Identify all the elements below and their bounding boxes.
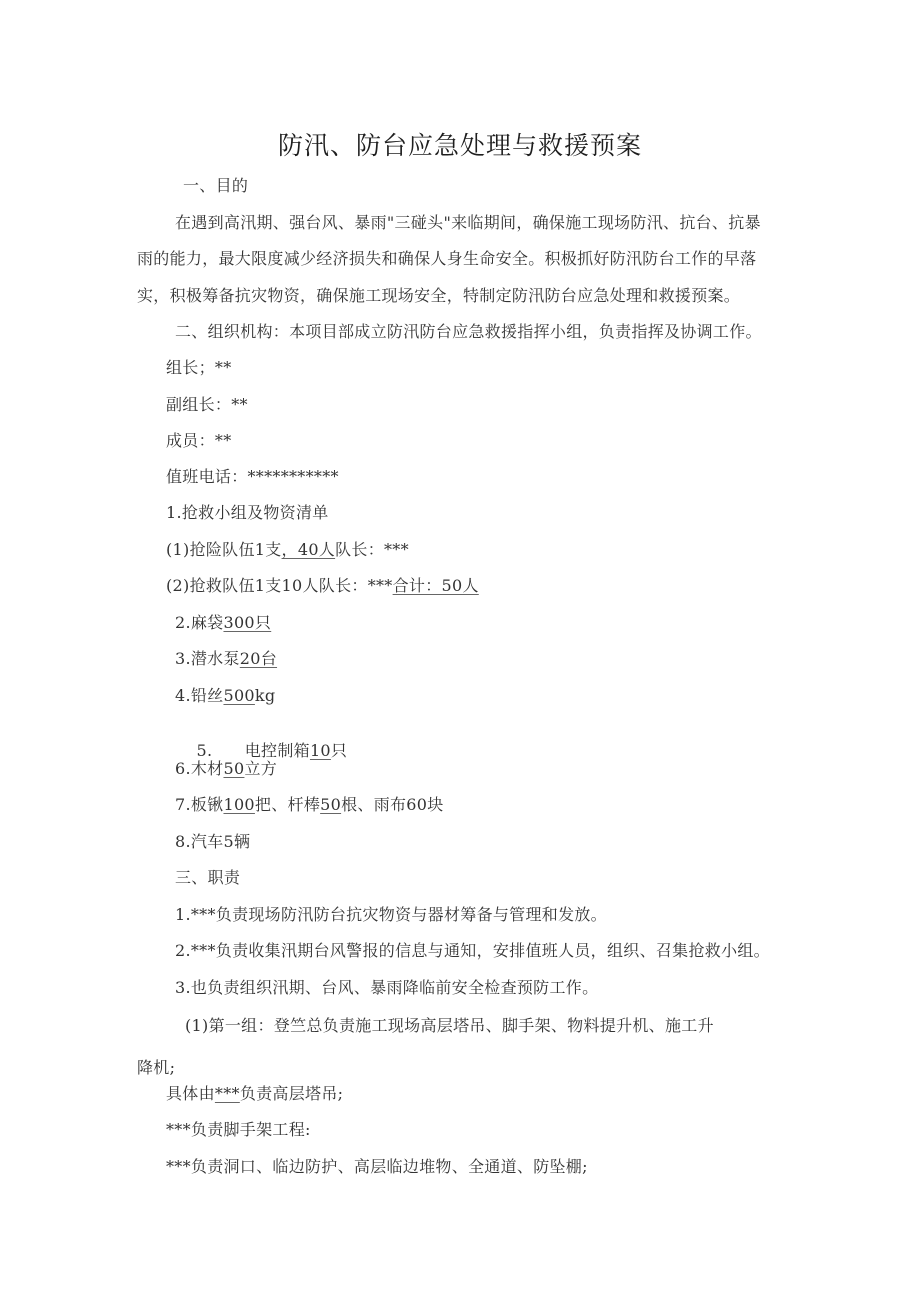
supply-name: 4.铅丝 [175, 686, 224, 705]
team2-line [166, 573, 479, 596]
supply-unit: 立方 [244, 759, 278, 778]
supply-name: 6.木材 [175, 759, 224, 778]
detail-suffix: 负责高层塔吊; [239, 1084, 344, 1103]
section-heading-purpose: 一、目的 [183, 176, 249, 195]
deputy-leader-line: 副组长：** [166, 395, 248, 414]
detail-person: *** [214, 1084, 240, 1103]
supply-quantity: 50 [320, 795, 342, 814]
supply-unit: 只 [330, 741, 348, 760]
supply-name: 3.潜水泵 [175, 649, 240, 668]
supply-unit: kg [254, 686, 276, 705]
supply-quantity: 300只 [223, 613, 272, 632]
supply-item [175, 829, 250, 852]
supply-unit: 根、雨布60块 [341, 795, 444, 814]
team1-line [166, 537, 409, 560]
supply-name: 8.汽车5辆 [175, 832, 251, 851]
supply-unit: 把、杆棒 [254, 795, 321, 814]
supply-name: 7.板锹 [175, 795, 224, 814]
members-line: 成员：** [166, 431, 232, 450]
duty-item: 2.***负责收集汛期台风警报的信息与通知，安排值班人员，组织、召集抢救小组。 [175, 941, 770, 960]
supply-quantity: 500 [223, 686, 255, 705]
team2-prefix: (2)抢救队伍1支10人队长：*** [166, 576, 393, 595]
supply-name: 2.麻袋 [175, 613, 224, 632]
duty-phone-line: 值班电话：*********** [166, 467, 339, 486]
duty-item: 1.***负责现场防汛防台抗灾物资与器材筹备与管理和发放。 [175, 905, 607, 924]
paragraph-line: 实，积极筹备抗灾物资，确保施工现场安全，特制定防汛防台应急处理和救援预案。 [137, 286, 741, 305]
detail-line [166, 1081, 343, 1104]
detail-prefix: 具体由 [166, 1084, 215, 1103]
detail-line: ***负责脚手架工程: [166, 1120, 311, 1139]
document-title: 防汛、防台应急处理与救援预案 [277, 131, 642, 160]
detail-line: ***负责洞口、临边防护、高层临边堆物、全通道、防坠棚; [166, 1157, 588, 1176]
paragraph-line: 雨的能力，最大限度减少经济损失和确保人身生命安全。积极抓好防汛防台工作的早落 [137, 249, 757, 268]
team1-prefix: (1)抢险队伍1支 [166, 540, 282, 559]
supply-quantity: 10 [309, 741, 331, 760]
supply-name: 5. 电控制箱 [196, 741, 310, 760]
supply-quantity: 50 [223, 759, 245, 778]
leader-line: 组长；** [166, 358, 232, 377]
group1-line-cont: 降机; [137, 1058, 176, 1077]
supply-item [175, 792, 444, 815]
supply-item [175, 646, 277, 669]
paragraph-line: 在遇到高汛期、强台风、暴雨"三碰头"来临期间，确保施工现场防汛、抗台、抗暴 [175, 213, 761, 232]
supply-item [175, 683, 275, 706]
duty-item: 3.也负责组织汛期、台风、暴雨降临前安全检查预防工作。 [175, 978, 599, 997]
list-heading: 1.抢救小组及物资清单 [166, 503, 329, 522]
supply-quantity: 100 [223, 795, 255, 814]
supply-quantity: 20台 [239, 649, 278, 668]
team1-count: ，40人 [281, 540, 336, 559]
group1-line: (1)第一组：登竺总负责施工现场高层塔吊、脚手架、物料提升机、施工升 [185, 1016, 714, 1035]
section-heading-duties: 三、职责 [175, 868, 241, 887]
supply-item [175, 610, 271, 633]
supply-item [175, 756, 277, 779]
team1-leader: 队长：*** [335, 540, 409, 559]
team-total: 合计：50人 [392, 576, 479, 595]
section-heading-organization: 二、组织机构：本项目部成立防汛防台应急救援指挥小组，负责指挥及协调工作。 [175, 322, 762, 341]
